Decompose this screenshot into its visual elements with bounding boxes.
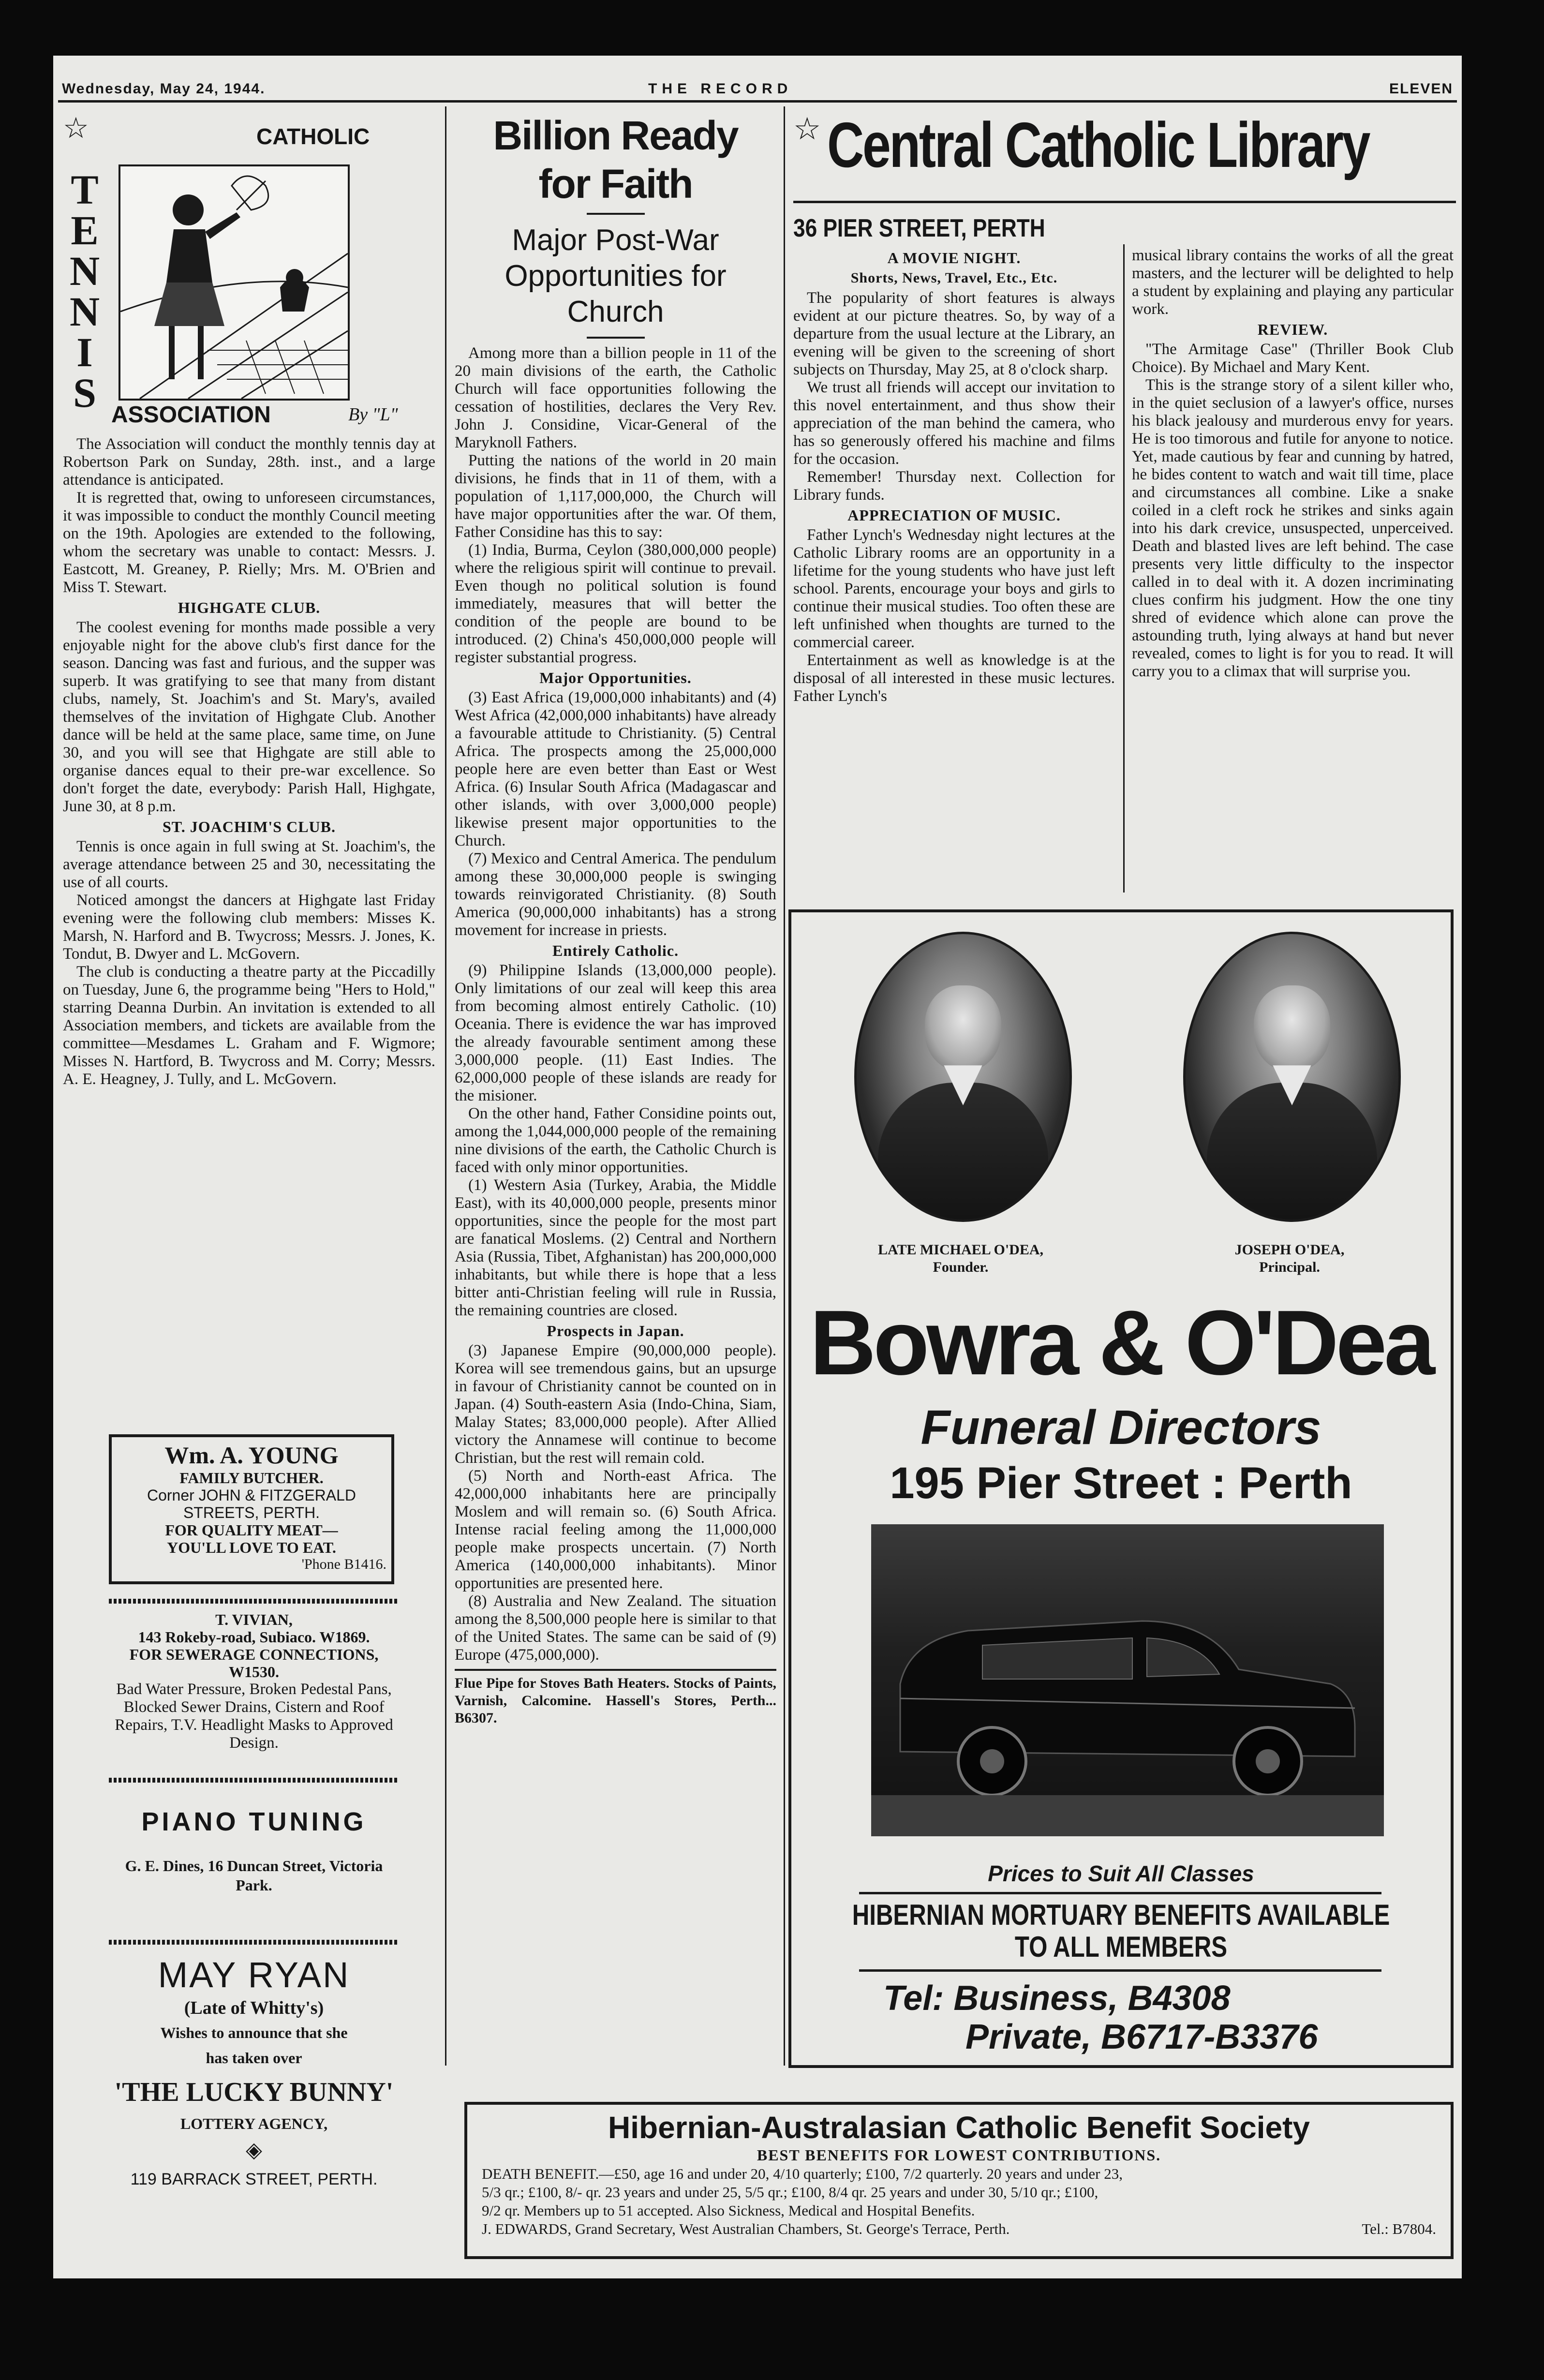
tennis-illustration bbox=[119, 164, 350, 401]
billion-paragraph: (5) North and North-east Africa. The 42,000,000 inhabitants here are principally Moslem and will remain so. (6) South Africa. Intense racial feeling among the 11,000,000 people make prospects uncertain. (7) North America (140,000,000 inhabitants). Minor opportunities are presented here. bbox=[455, 1467, 776, 1592]
billion-paragraph: Among more than a billion people in 11 of the 20 main divisions of the earth, the Catholic Church will face opportunities following the cessation of hostilities, declares the Very Rev. John J. Considine, Vicar-General of the Maryknoll Fathers. bbox=[455, 344, 776, 451]
billion-paragraph: (1) India, Burma, Ceylon (380,000,000 people) where the religious spirit will continue to prevail. Even though no political solution is found immediately, measures that will better the condition of the people are bound to be introduced. (2) China's 450,000,000 people will register substantial progress. bbox=[455, 541, 776, 666]
tennis-word-catholic: CATHOLIC bbox=[256, 124, 370, 149]
subhead-rule bbox=[587, 337, 645, 339]
joachim-heading: ST. JOACHIM'S CLUB. bbox=[162, 818, 336, 835]
may-ryan-address: 119 BARRACK STREET, PERTH. bbox=[130, 2170, 378, 2188]
billion-paragraph: (1) Western Asia (Turkey, Arabia, the Middle East), with its 40,000,000 people, presents minor opportunities, since the people for the most part are fanatical Moslems. (2) Central and Northern Asia (Russia, Tibet, Afghanistan) has 200,000,000 inhabitants, but while there is hope that a less bitter anti-Christian feeling will rule in Russia, the remaining countries are closed. bbox=[455, 1176, 776, 1319]
may-ryan-line1: Wishes to announce that she bbox=[160, 2024, 348, 2041]
vivian-text: Bad Water Pressure, Broken Pedestal Pans, Blocked Sewer Drains, Cistern and Roof Repairs, T.V. Headlight Masks to Approved Design. bbox=[115, 1681, 393, 1752]
bowra-rule bbox=[859, 1892, 1381, 1894]
hibernian-line2: 5/3 qr.; £100, 8/- qr. 23 years and under 25, 5/5 qr.; £100, 8/4 qr. 25 years and under 30, 5/10 qr.; £100, bbox=[482, 2184, 1099, 2201]
hibernian-tel: Tel.: B7804. bbox=[1362, 2220, 1436, 2237]
joachim-paragraph: The club is conducting a theatre party at the Piccadilly on Tuesday, June 6, the programme being "Hers to Hold," starring Deanna Durbin. An invitation is extended to all Association members, and tickets are available from the committee—Mesdames L. Graham and F. Wigmore; Misses N. Hartford, B. Twycross and M. Corry; Messrs. A. E. Heagney, J. Tully, and L. McGovern. bbox=[63, 963, 435, 1088]
bowra-tel-private: Private, B6717-B3376 bbox=[965, 2018, 1318, 2056]
lottery-agency: LOTTERY AGENCY, bbox=[180, 2115, 328, 2132]
vivian-name: T. VIVIAN, bbox=[215, 1611, 293, 1628]
library-paragraph: The popularity of short features is always evident at our picture theatres. So, by way of a departure from the usual lecture at the Library, an evening will be given to the screening of short subjects on Thursday, May 25, at 8 o'clock sharp. bbox=[793, 289, 1115, 378]
billion-body bbox=[455, 344, 776, 1664]
library-col1 bbox=[793, 247, 1115, 705]
review-heading: REVIEW. bbox=[1257, 321, 1328, 338]
review-title: "The Armitage Case" (Thriller Book Club Choice). By Michael and Mary Kent. bbox=[1132, 341, 1454, 376]
tennis-vertical-word bbox=[63, 166, 106, 416]
highgate-paragraph: The coolest evening for months made possible a very enjoyable night for the above club's first dance for the season. Dancing was fast and furious, and the supper was superb. It was gratifying to see that many from distant clubs, namely, St. Joachim's and St. Mary's, availed themselves of the invitation of Highgate Club. Another dance will be held at the same place, same time, on June 30, and you will see that Highgate are still able to organise dances equal to their pre-war excellence. So don't forget the date, everybody: Parish Hall, Highgate, June 30, at 8 p.m. bbox=[63, 619, 435, 815]
decorative-rule bbox=[109, 1940, 399, 1945]
caption-joseph-name: JOSEPH O'DEA, bbox=[1234, 1242, 1345, 1258]
highgate-heading: HIGHGATE CLUB. bbox=[178, 599, 321, 616]
caption-michael-name: LATE MICHAEL O'DEA, bbox=[878, 1242, 1043, 1258]
hibernian-secretary: J. EDWARDS, Grand Secretary, West Australian Chambers, St. George's Terrace, Perth. bbox=[482, 2220, 1010, 2237]
decorative-rule bbox=[109, 1599, 399, 1604]
library-paragraph: We trust all friends will accept our invitation to this novel entertainment, and thus show their appreciation of the man behind the camera, who has so generously offered his machine and films for the occasion. bbox=[793, 379, 1115, 468]
caption-michael-role: Founder. bbox=[933, 1259, 989, 1275]
library-col2-body bbox=[1132, 247, 1454, 681]
library-paragraph: Entertainment as well as knowledge is at the disposal of all interested in these music lectures. Father Lynch's bbox=[793, 652, 1115, 705]
flue-ad: Flue Pipe for Stoves Bath Heaters. Stocks of Paints, Varnish, Calcomine. Hassell's Stores, Perth... B6307. bbox=[455, 1675, 776, 1726]
young-name: Wm. A. YOUNG bbox=[164, 1442, 339, 1469]
library-col1-body bbox=[793, 289, 1115, 705]
headline-rule bbox=[587, 213, 645, 215]
young-address1: Corner JOHN & FITZGERALD bbox=[147, 1487, 356, 1504]
caption-michael bbox=[840, 1241, 1082, 1276]
bowra-odea-ad bbox=[788, 909, 1454, 2068]
tennis-letter: N bbox=[69, 288, 100, 335]
vivian-line: FOR SEWERAGE CONNECTIONS, bbox=[129, 1646, 379, 1663]
billion-paragraph: (3) East Africa (19,000,000 inhabitants) and (4) West Africa (42,000,000 inhabitants) have already a favourable attitude to Christianity. (5) Central Africa. The prospects among the 25,000,000 people here are even better than East or West Africa. (6) Insular South Africa (Madagascar and other islands, with over 3,000,000 people) likewise present major opportunities to the Church. bbox=[455, 689, 776, 849]
portrait-michael-odea bbox=[854, 932, 1072, 1222]
portrait-joseph-odea bbox=[1183, 932, 1401, 1222]
bowra-name: Bowra & O'Dea bbox=[810, 1292, 1432, 1394]
review-paragraph: This is the strange story of a silent killer who, in the quiet seclusion of a lawyer's office, nurses his black jealousy and murderous envy for years. He is too timorous and futile for anyone to notice. Yet, made cautious by fear and cunning by hatred, he bides content to watch and wait till time, place and circumstances all combine. Like a snake coiled in a cleft rock he strikes and sinks again into his dark crevice, unsuspected, unperceived. Death and blasted lives are left behind. The case presents very little difficulty to the inspector called in to deal with it. A dozen incriminating clues confirm his judgment. How the one tiny shred of evidence which alone can prove the astounding truth, lying always at hand but never revealed, comes to light is for you to read. It will carry you to a climax that will surprise you. bbox=[1132, 376, 1454, 680]
tennis-letter: T bbox=[71, 166, 99, 213]
billion-paragraph: (9) Philippine Islands (13,000,000 people). Only limitations of our zeal will keep this area from becoming almost entirely Catholic. (10) Oceania. There is evidence the war has improved the already favourable sentiment among these 3,000,000 people. (11) East Indies. The 62,000,000 people of these islands are ready for the misioner. bbox=[455, 962, 776, 1104]
tennis-section bbox=[63, 111, 435, 1088]
billion-headline1: Billion Ready bbox=[493, 113, 738, 158]
masthead-page: ELEVEN bbox=[1389, 81, 1453, 97]
movie-heading: A MOVIE NIGHT. bbox=[887, 249, 1021, 267]
billion-paragraph: Putting the nations of the world in 20 main divisions, he finds that in 11 of them, with a population of 1,117,000,000, the Church will have major opportunities after the war. Of them, Father Considine has this to say: bbox=[455, 452, 776, 541]
newspaper-page bbox=[53, 56, 1462, 2278]
bowra-rule bbox=[859, 1969, 1381, 1972]
masthead-rule bbox=[58, 100, 1457, 103]
star-icon: ☆ bbox=[63, 112, 89, 144]
library-paragraph: musical library contains the works of all the great masters, and the lecturer will be delighted to help a student by explaining and playing any particular work. bbox=[1132, 247, 1454, 318]
tennis-player-illustration bbox=[120, 166, 348, 399]
tennis-letter: S bbox=[73, 370, 96, 416]
billion-paragraph: (3) Japanese Empire (90,000,000 people). Korea will see tremendous gains, but an upsurge in favour of Christianity cannot be counted on in Japan. (4) South-eastern Asia (Indo-China, Siam, Malay States; 83,000,000 people). After Allied victory the Annamese will continue to become Christian, but the rest will remain cold. bbox=[455, 1342, 776, 1467]
hibernian-mortuary-line2: TO ALL MEMBERS bbox=[1014, 1931, 1228, 1963]
decorative-rule bbox=[109, 1778, 399, 1783]
piano-ad bbox=[109, 1807, 399, 1895]
vivian-ad bbox=[109, 1611, 399, 1752]
may-ryan-ad bbox=[109, 1954, 399, 2191]
billion-article bbox=[455, 111, 776, 1727]
library-paragraph: Father Lynch's Wednesday night lectures at the Catholic Library rooms are an opportunity in a lifetime for the young students who have just left school. Parents, encourage your boys and girls to continue their musical studies. Too often these are left unfinished when thoughts are turned to the commercial career. bbox=[793, 526, 1115, 651]
library-col2 bbox=[1132, 247, 1454, 681]
hibernian-mortuary-line1: HIBERNIAN MORTUARY BENEFITS AVAILABLE bbox=[852, 1899, 1390, 1931]
portrait-face bbox=[925, 985, 1001, 1071]
hearse-car-illustration bbox=[871, 1524, 1384, 1836]
library-paragraph: Remember! Thursday next. Collection for Library funds. bbox=[793, 468, 1115, 504]
hibernian-title: Hibernian-Australasian Catholic Benefit Society bbox=[608, 2110, 1310, 2145]
bowra-trade: Funeral Directors bbox=[920, 1400, 1321, 1455]
tennis-letter: N bbox=[69, 248, 100, 294]
diamond-ornament-icon: ◈ bbox=[246, 2138, 262, 2162]
may-ryan-sub: (Late of Whitty's) bbox=[184, 1998, 324, 2018]
bowra-address: 195 Pier Street : Perth bbox=[890, 1458, 1352, 1508]
tennis-letter: E bbox=[71, 207, 99, 253]
may-ryan-name: MAY RYAN bbox=[158, 1955, 350, 1995]
tennis-byline: By "L" bbox=[348, 404, 398, 425]
column-divider bbox=[784, 106, 785, 2066]
hibernian-subtitle: BEST BENEFITS FOR LOWEST CONTRIBUTIONS. bbox=[757, 2146, 1161, 2164]
hibernian-line1: DEATH BENEFIT.—£50, age 16 and under 20, 4/10 quarterly; £100, 7/2 quarterly. 20 years and under 23, bbox=[482, 2165, 1123, 2182]
tennis-word-association: ASSOCIATION bbox=[111, 402, 271, 428]
major-opps-heading: Major Opportunities. bbox=[539, 669, 692, 686]
tennis-paragraph: The Association will conduct the monthly tennis day at Robertson Park on Sunday, 28th. inst., and a large attendance is anticipated. bbox=[63, 435, 435, 489]
vivian-phone: W1530. bbox=[229, 1663, 279, 1681]
billion-subhead2: Opportunities for bbox=[505, 259, 727, 293]
vivian-address: 143 Rokeby-road, Subiaco. W1869. bbox=[138, 1628, 370, 1646]
tennis-paragraph: It is regretted that, owing to unforeseen circumstances, it was impossible to conduct the monthly Council meeting on the 19th. Apologies are extended to the following, whom the secretary was unable to contact: Messrs. J. Eastcott, M. Greaney, P. Rielly; Mrs. M. O'Brien and Miss T. Stewart. bbox=[63, 489, 435, 596]
young-slogan2: YOU'LL LOVE TO EAT. bbox=[167, 1539, 336, 1556]
library-title-rule bbox=[793, 201, 1456, 203]
hibernian-footer bbox=[482, 2220, 1436, 2238]
billion-paragraph: (8) Australia and New Zealand. The situation among the 8,500,000 people here is similar to that of the United States. The same can be said of (9) Europe (475,000,000). bbox=[455, 1592, 776, 1664]
music-heading: APPRECIATION OF MUSIC. bbox=[847, 506, 1061, 524]
portrait-face bbox=[1254, 985, 1330, 1071]
tennis-letter: I bbox=[76, 329, 93, 375]
lucky-bunny: 'THE LUCKY BUNNY' bbox=[114, 2077, 394, 2107]
piano-text: G. E. Dines, 16 Duncan Street, Victoria Park. bbox=[125, 1857, 383, 1894]
library-title: Central Catholic Library bbox=[827, 109, 1369, 180]
caption-joseph-role: Principal. bbox=[1259, 1259, 1320, 1275]
flue-rule bbox=[455, 1669, 776, 1671]
bowra-tel-business: Tel: Business, B4308 bbox=[883, 1979, 1231, 2018]
young-address2: STREETS, PERTH. bbox=[183, 1504, 320, 1521]
hibernian-society-ad bbox=[464, 2102, 1454, 2259]
billion-subhead3: Church bbox=[567, 295, 664, 328]
young-butcher-ad bbox=[109, 1434, 394, 1584]
japan-heading: Prospects in Japan. bbox=[547, 1322, 684, 1339]
masthead-date: Wednesday, May 24, 1944. bbox=[62, 81, 266, 97]
young-slogan1: FOR QUALITY MEAT— bbox=[165, 1521, 338, 1539]
young-phone: 'Phone B1416. bbox=[301, 1556, 386, 1572]
movie-sub: Shorts, News, Travel, Etc., Etc. bbox=[850, 270, 1058, 286]
piano-title: PIANO TUNING bbox=[141, 1807, 367, 1836]
hearse-photo bbox=[871, 1524, 1384, 1836]
caption-joseph bbox=[1169, 1241, 1410, 1276]
column-divider bbox=[445, 106, 446, 2066]
billion-subhead1: Major Post-War bbox=[512, 223, 719, 257]
billion-headline2: for Faith bbox=[538, 161, 693, 207]
bowra-prices: Prices to Suit All Classes bbox=[988, 1861, 1254, 1886]
billion-paragraph: On the other hand, Father Considine points out, among the 1,044,000,000 people of the remaining nine divisions of the earth, the Catholic Church is faced with only minor opportunities. bbox=[455, 1105, 776, 1176]
joachim-paragraph: Tennis is once again in full swing at St. Joachim's, the average attendance between 25 and 30, necessitating the use of all courts. bbox=[63, 838, 435, 891]
billion-paragraph: (7) Mexico and Central America. The pendulum among these 30,000,000 people is swinging towards reinvigorated Christianity. (8) South America (90,000,000 inhabitants) has a strong movement for increase in priests. bbox=[455, 850, 776, 939]
entirely-catholic-heading: Entirely Catholic. bbox=[552, 942, 679, 959]
may-ryan-line2: has taken over bbox=[206, 2049, 302, 2067]
hibernian-line3: 9/2 qr. Members up to 51 accepted. Also Sickness, Medical and Hospital Benefits. bbox=[482, 2202, 975, 2219]
star-icon: ☆ bbox=[793, 112, 821, 146]
library-address: 36 PIER STREET, PERTH bbox=[793, 214, 1045, 242]
young-trade: FAMILY BUTCHER. bbox=[179, 1469, 324, 1487]
masthead-paper: THE RECORD bbox=[648, 81, 793, 97]
tennis-body bbox=[63, 435, 435, 1088]
joachim-paragraph: Noticed amongst the dancers at Highgate last Friday evening were the following club members: Misses K. Marsh, N. Harford and B. Twycross; Messrs. J. Jones, K. Tondut, B. Dwyer and L. McGovern. bbox=[63, 892, 435, 963]
library-column-divider bbox=[1123, 244, 1125, 892]
